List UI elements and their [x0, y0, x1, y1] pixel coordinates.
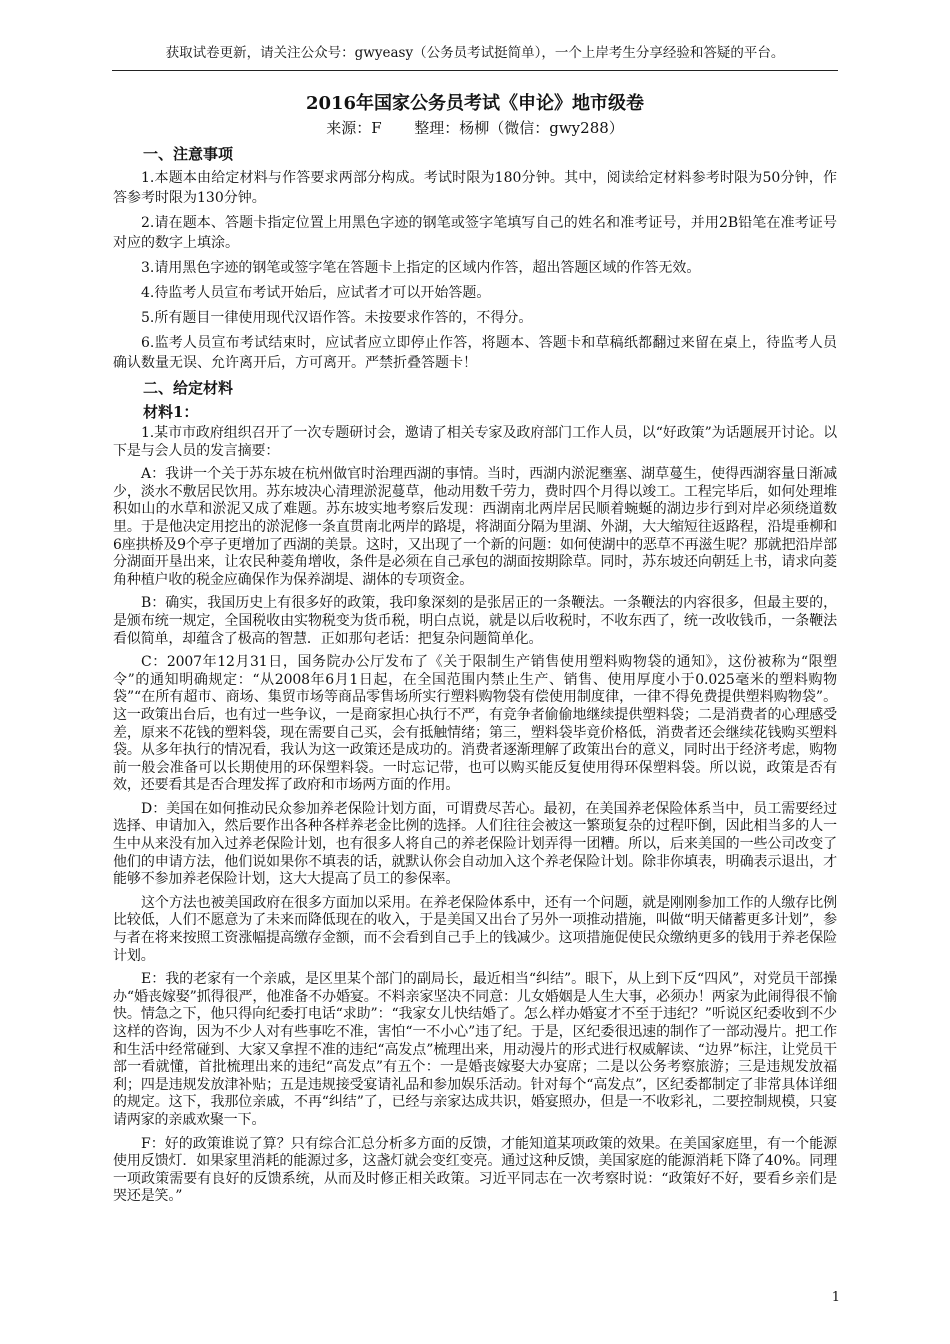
page-title: 2016年国家公务员考试《申论》地市级卷 [305, 93, 645, 114]
section-heading-materials: 二、给定材料 [143, 379, 234, 397]
header-divider [112, 70, 838, 71]
section-heading-notice: 一、注意事项 [143, 145, 234, 163]
notice-item: 4.待监考人员宣布考试开始后，应试者才可以开始答题。 [141, 285, 491, 301]
page-number: 1 [831, 1290, 840, 1305]
material-title: 材料1： [143, 403, 199, 421]
notice-item: 6.监考人员宣布考试结束时，应试者应立即停止作答，将题本、答题卡和草稿纸都翻过来留在桌上，待监考人员确认数量无误、允许离开后，方可离开。严禁折叠答题卡！ [113, 335, 837, 371]
material-paragraph: 这个方法也被美国政府在很多方面加以采用。在养老保险体系中，还有一个问题，就是刚刚参加工作的人缴存比例比较低，人们不愿意为了未来而降低现在的收入，于是美国又出台了另外一项推动措施，叫做“明天储蓄更多计划”，参与者在将来按照工资涨幅提高缴存金额，而不会看到自己手上的钱减少。这项措施促使民众缴纳更多的钱用于养老保险计划。 [113, 894, 837, 964]
byline-editor: 整理：杨柳（微信：gwy288） [414, 119, 624, 137]
notice-list [113, 168, 837, 373]
notice-item: 2.请在题本、答题卡指定位置上用黑色字迹的钢笔或签字笔填写自己的姓名和准考证号，并用2B铅笔在准考证号对应的数字上填涂。 [113, 215, 837, 251]
byline [0, 118, 950, 138]
notice-item: 1.本题本由给定材料与作答要求两部分构成。考试时限为180分钟。其中，阅读给定材料参考时限为50分钟，作答参考时限为130分钟。 [113, 170, 837, 206]
material-paragraph: B：确实，我国历史上有很多好的政策，我印象深刻的是张居正的一条鞭法。一条鞭法的内容很多，但最主要的，是颁布统一规定，全国税收由实物税变为货币税，明白点说，就是以后收税时，不收东西了，统一改收钱币，一条鞭法看似简单，却蕴含了极高的智慧．正如那句老话：把复杂问题简单化。 [113, 595, 837, 647]
document-body [113, 144, 837, 1212]
material-paragraph: E：我的老家有一个亲戚，是区里某个部门的副局长，最近相当“纠结”。眼下，从上到下反“四风”，对党员干部操办“婚丧嫁娶”抓得很严，他准备不办婚宴。不料亲家坚决不同意：儿女婚姻是人生大事，必须办！两家为此闹得很不愉快。情急之下，他只得向纪委打电话“求助”：“我家女儿快结婚了。怎么样办婚宴才不至于违纪？”听说区纪委收到不少这样的咨询，因为不少人对有些事吃不准，害怕“一不小心”违了纪。于是，区纪委很迅速的制作了一部动漫片。把工作和生活中经常碰到、大家又拿捏不准的违纪“高发点”梳理出来，用动漫片的形式进行权威解读、“边界”标注，让党员干部一看就懂，首批梳理出来的违纪“高发点”有五个：一是婚丧嫁娶大办宴席；二是以公务考察旅游；三是违规发放福利；四是违规发放津补贴；五是违规接受宴请礼品和参加娱乐活动。针对每个“高发点”，区纪委都制定了非常具体详细的规定。这下，我那位亲戚，不再“纠结”了，已经与亲家达成共识，婚宴照办，但是一不收彩礼，二要控制规模，只宴请两家的亲戚欢聚一下。 [113, 971, 837, 1128]
notice-item: 3.请用黑色字迹的钢笔或签字笔在答题卡上指定的区域内作答，超出答题区域的作答无效。 [141, 260, 701, 276]
material-paragraph: C：2007年12月31日，国务院办公厅发布了《关于限制生产销售使用塑料购物袋的通知》，这份被称为“限塑令”的通知明确规定：“从2008年6月1日起，在全国范围内禁止生产、销售、使用厚度小于0.025毫米的塑料购物袋”“在所有超市、商场、集贸市场等商品零售场所实行塑料购物袋有偿使用制度律，一律不得免费提供塑料购物袋”。这一政策出台后，也有过一些争议，一是商家担心执行不严，有竞争者偷偷地继续提供塑料袋；二是消费者的心理感受差，原来不花钱的塑料袋，现在需要自己买，会有抵触情绪；第三，塑料袋毕竟价格低，消费者还会继续花钱购买塑料袋。从多年执行的情况看，我认为这一政策还是成功的。消费者逐渐理解了政策出台的意义，同时出于经济考虑，购物前一般会准备可以长期使用的环保塑料袋。一时忘记带，也可以购买能反复使用得环保塑料袋。所以说，政策是否有效，还要看其是否合理发挥了政府和市场两方面的作用。 [113, 654, 837, 794]
material-paragraph: 1.某市市政府组织召开了一次专题研讨会，邀请了相关专家及政府部门工作人员，以“好政策”为话题展开讨论。以下是与会人员的发言摘要： [113, 425, 837, 459]
header-note: 获取试卷更新，请关注公众号：gwyeasy（公务员考试挺简单），一个上岸考生分享经验和答疑的平台。 [165, 45, 785, 61]
material-paragraph: A：我讲一个关于苏东坡在杭州做官时治理西湖的事情。当时，西湖内淤泥壅塞、湖草蔓生，使得西湖容量日渐减少，淡水不敷居民饮用。苏东坡决心清理淤泥蔓草，他动用数千劳力，费时四个月得以竣工。工程完毕后，如何处理堆积如山的水草和淤泥又成了难题。苏东坡实地考察后发现：西湖南北两岸居民顺着蜿蜒的湖边步行到对岸必须绕道数里。于是他决定用挖出的淤泥修一条直贯南北两岸的路堤，将湖面分隔为里湖、外湖，大大缩短往返路程，沿堤垂柳和6座拱桥及9个亭子更增加了西湖的美景。这时，又出现了一个新的问题：如何使湖中的恶草不再滋生呢？那就把沿岸部分湖面开垦出来，让农民种菱角增收，条件是必须在自己承包的湖面按期除草。同时，苏东坡还向朝廷上书，请求向菱角种植户收的税金应确保作为保养湖堤、湖体的专项资金。 [113, 466, 837, 588]
material-paragraph: F：好的政策谁说了算？只有综合汇总分析多方面的反馈，才能知道某项政策的效果。在美国家庭里，有一个能源使用反馈灯．如果家里消耗的能源过多，这盏灯就会变红变亮。通过这种反馈，美国家庭的能源消耗下降了40%。同理一项政策需要有良好的反馈系统，从而及时修正相关政策。习近平同志在一次考察时说：“政策好不好，要看乡亲们是哭还是笑。” [113, 1135, 837, 1205]
notice-item: 5.所有题目一律使用现代汉语作答。未按要求作答的，不得分。 [141, 310, 533, 326]
material-text [113, 425, 837, 1206]
material-paragraph: D：美国在如何推动民众参加养老保险计划方面，可谓费尽苦心。最初，在美国养老保险体系当中，员工需要经过选择、申请加入，然后要作出各种各样养老金比例的选择。人们往往会被这一繁琐复杂的过程吓倒，因此相当多的人一生中从来没有加入过养老保险计划，也有很多人将自己的养老保险计划弄得一团糟。所以，后来美国的一些公司改变了他们的申请方法，他们说如果你不填表的话，就默认你会自动加入这个养老保险计划。除非你填表，明确表示退出，才能够不参加养老保险计划，这大大提高了员工的参保率。 [113, 800, 837, 888]
byline-source: 来源：F [326, 119, 382, 137]
